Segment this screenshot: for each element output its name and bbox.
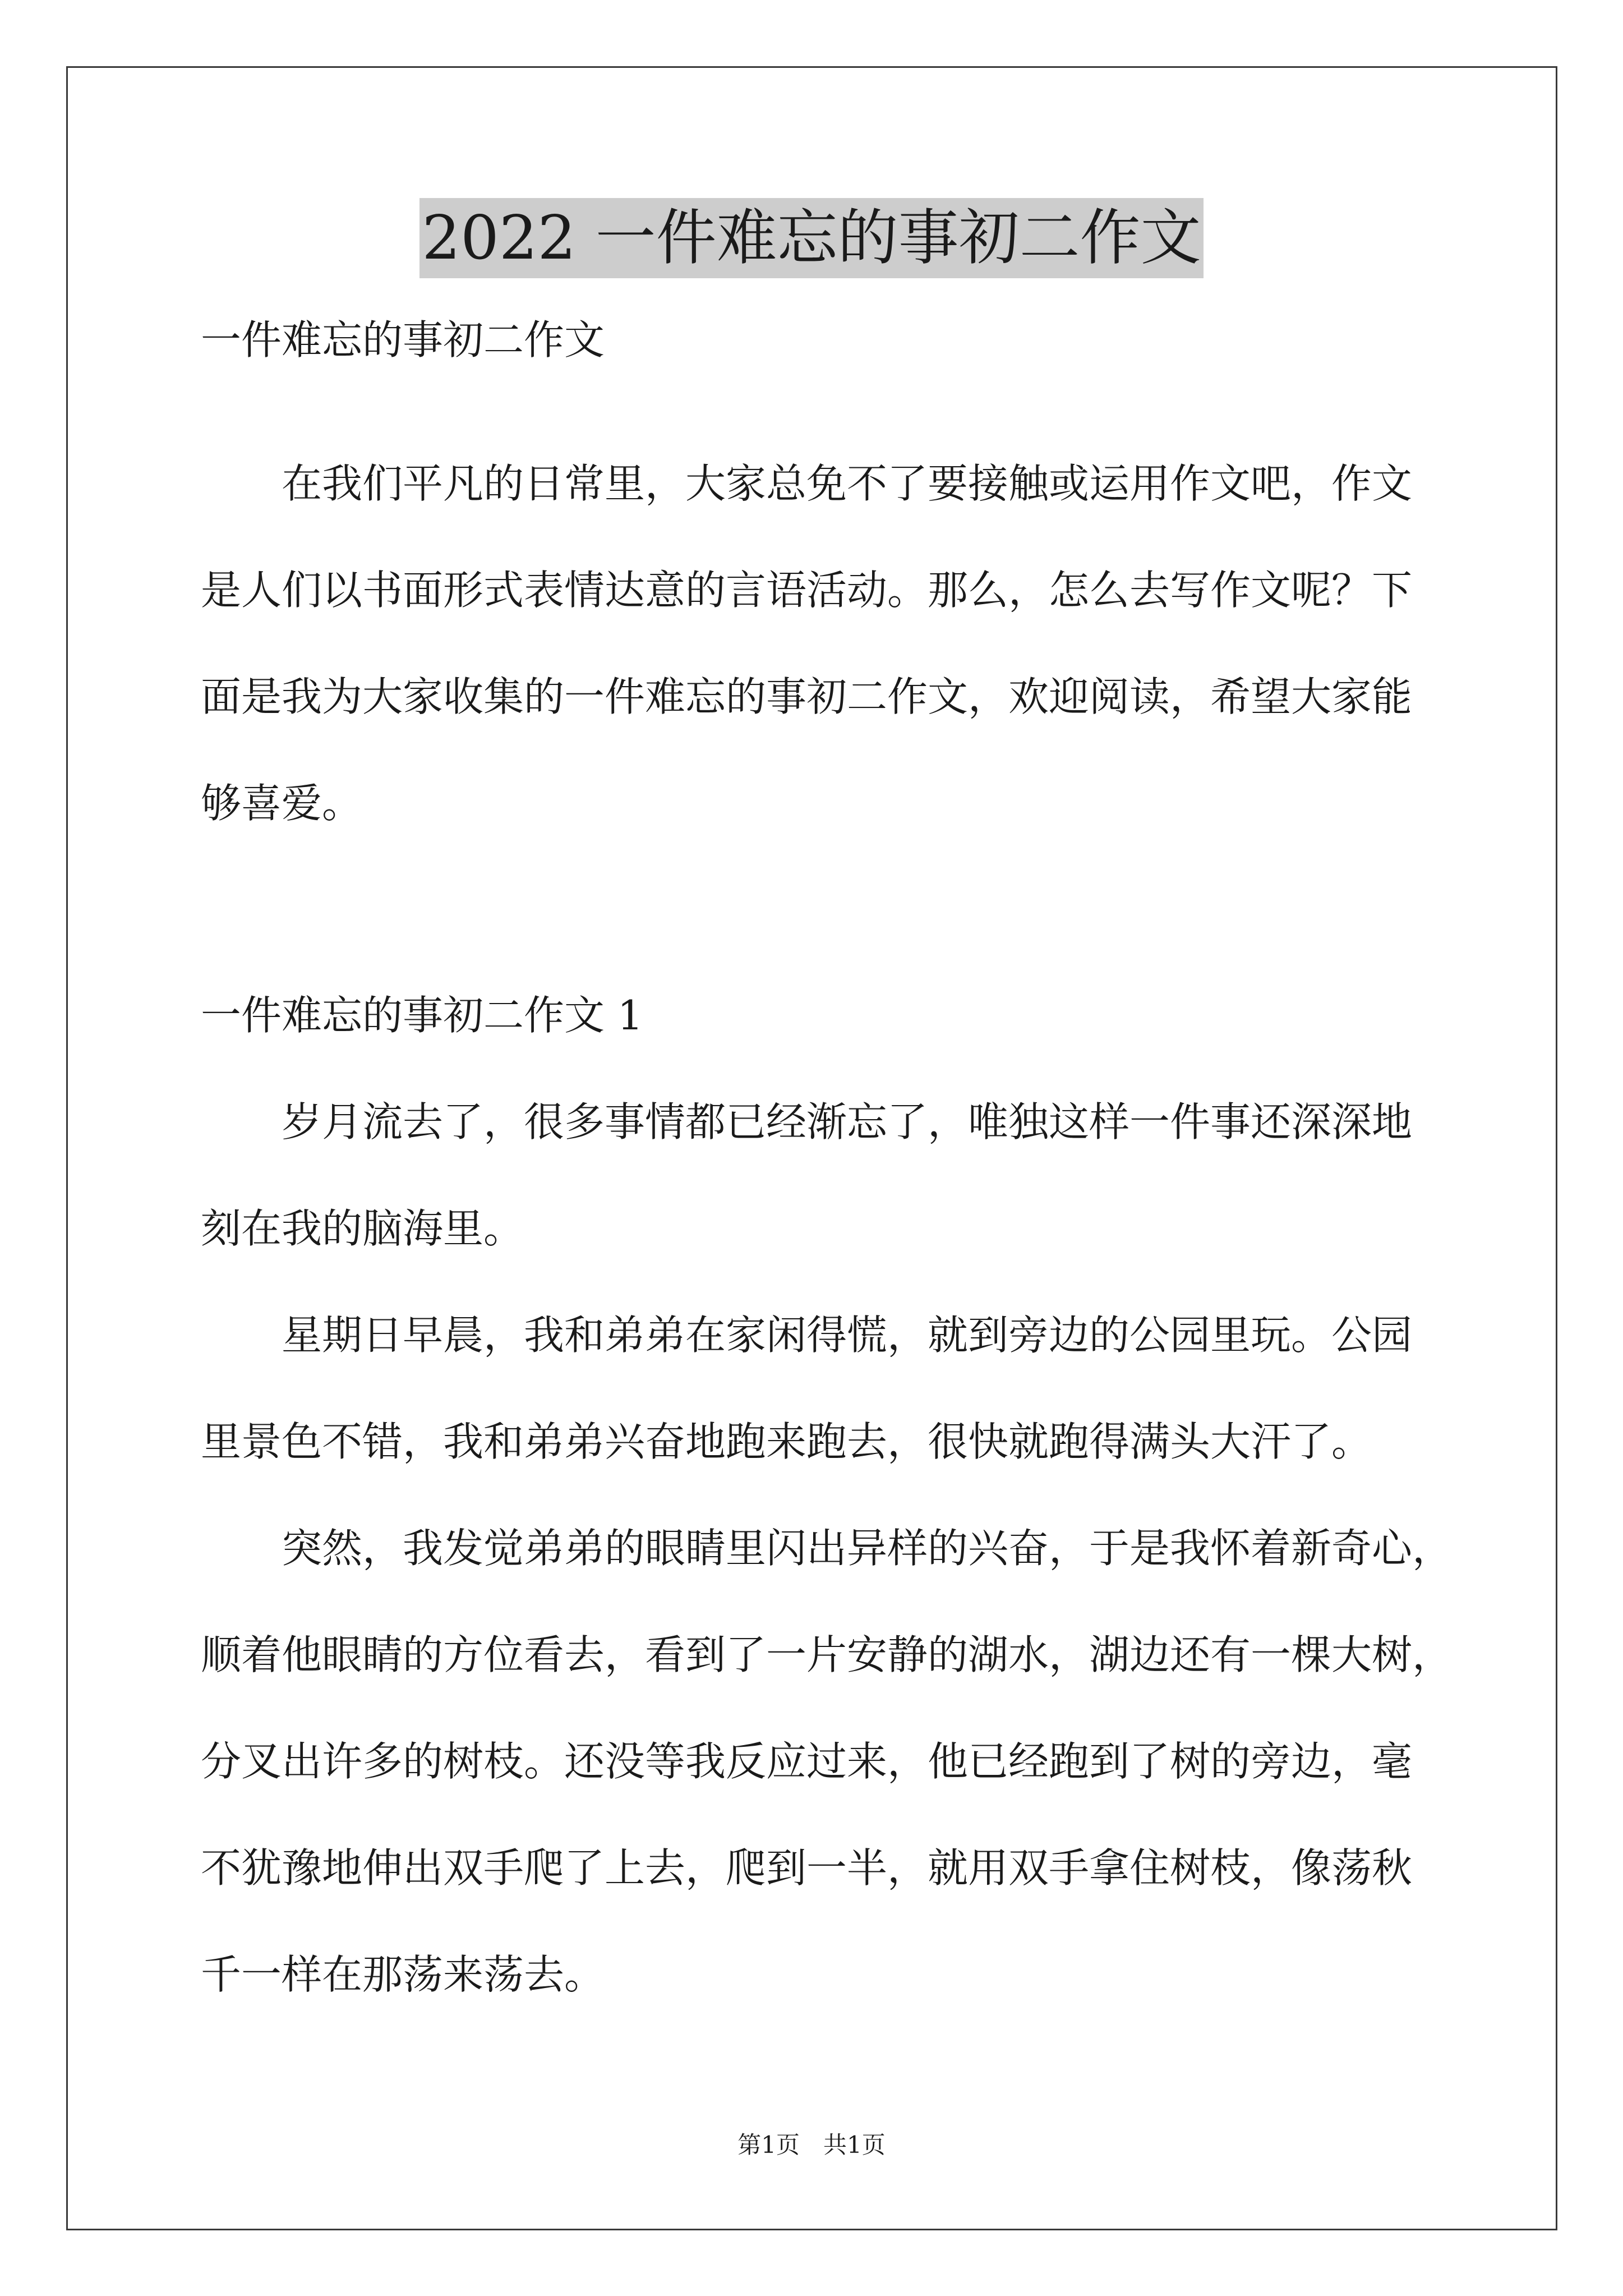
paragraph-line: 够喜爱。 (201, 780, 363, 827)
paragraph-line: 千一样在那荡来荡去。 (201, 1951, 605, 1998)
essay-paragraph (201, 1495, 1507, 2028)
subtitle-line: 一件难忘的事初二作文 (201, 316, 605, 364)
paragraph-line: 里景色不错，我和弟弟兴奋地跑来跑去，很快就跑得满头大汗了。 (201, 1418, 1372, 1465)
paragraph-line: 星期日早晨，我和弟弟在家闲得慌，就到旁边的公园里玩。公园 (282, 1312, 1413, 1359)
section-heading-text: 一件难忘的事初二作文 1 (201, 992, 643, 1039)
paragraph-line: 突然，我发觉弟弟的眼睛里闪出异样的兴奋，于是我怀着新奇心， (282, 1525, 1453, 1572)
page-footer: 第1页 共1页 (737, 2131, 886, 2159)
title-container (0, 198, 1623, 278)
paragraph-line: 刻在我的脑海里。 (201, 1205, 524, 1252)
paragraph-line: 岁月流去了，很多事情都已经渐忘了，唯独这样一件事还深深地 (282, 1098, 1413, 1145)
paragraph-line: 面是我为大家收集的一件难忘的事初二作文，欢迎阅读，希望大家能 (201, 673, 1413, 720)
section-heading (201, 962, 1507, 1069)
document-title: 2022 一件难忘的事初二作文 (419, 198, 1203, 278)
paragraph-line: 在我们平凡的日常里，大家总免不了要接触或运用作文吧，作文 (282, 460, 1413, 507)
paragraph-line: 是人们以书面形式表情达意的言语活动。那么，怎么去写作文呢？下 (201, 567, 1413, 614)
paragraph-line: 分叉出许多的树枝。还没等我反应过来，他已经跑到了树的旁边，毫 (201, 1738, 1413, 1785)
paragraph-line: 不犹豫地伸出双手爬了上去，爬到一半，就用双手拿住树枝，像荡秋 (201, 1844, 1413, 1892)
intro-paragraph (201, 430, 1507, 857)
essay-paragraph (201, 1282, 1507, 1495)
section-body (201, 1069, 1507, 2028)
document-subtitle (201, 287, 1507, 393)
paragraph-line: 顺着他眼睛的方位看去，看到了一片安静的湖水，湖边还有一棵大树， (201, 1631, 1453, 1678)
essay-paragraph (201, 1069, 1507, 1282)
